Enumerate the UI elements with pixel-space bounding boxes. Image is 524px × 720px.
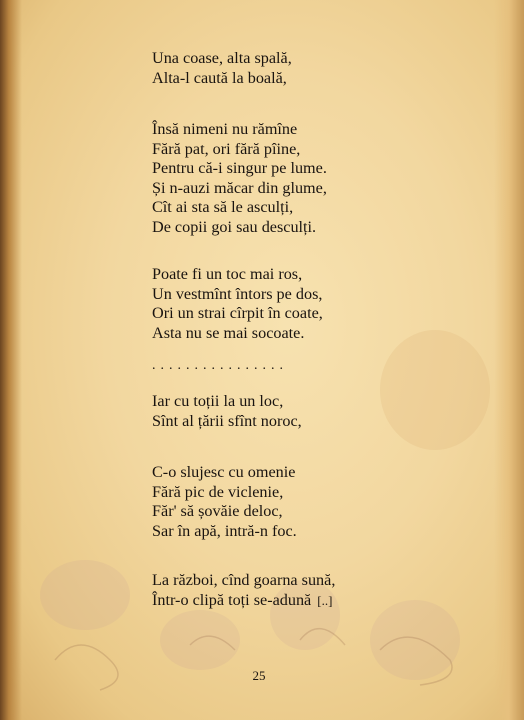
poem-line: Și n-auzi măcar din glume, bbox=[152, 178, 327, 197]
poem-line: Iar cu toții la un loc, bbox=[152, 392, 284, 410]
page-number bbox=[0, 668, 524, 684]
page-number-text: 25 bbox=[252, 668, 266, 683]
section-separator: ................ bbox=[152, 358, 288, 373]
poem-line: La război, cînd goarna sună, bbox=[152, 571, 336, 589]
poem-line-last bbox=[152, 591, 335, 611]
stanza-2 bbox=[152, 120, 327, 237]
omission-mark: [..] bbox=[317, 592, 333, 608]
poem-line-text: Într-o clipă toți se-adună bbox=[152, 590, 312, 609]
poem-line: Fără pat, ori fără pîine, bbox=[152, 139, 301, 158]
poem-line: Cît ai sta să le asculți, bbox=[152, 198, 294, 216]
stanza-6 bbox=[152, 571, 335, 610]
poem-line: Făr' să șovăie deloc, bbox=[152, 502, 283, 520]
poem-line: C-o slujesc cu omenie bbox=[152, 463, 296, 481]
stanza-5 bbox=[152, 463, 297, 541]
stanza-1 bbox=[152, 49, 292, 88]
poem-line: Sînt al țării sfînt noroc, bbox=[152, 411, 302, 430]
poem-line: Ori un strai cîrpit în coate, bbox=[152, 304, 323, 322]
poem-line: De copii goi sau desculți. bbox=[152, 217, 317, 236]
poem-line: Sar în apă, intră-n foc. bbox=[152, 521, 297, 540]
poem-line: Pentru că-i singur pe lume. bbox=[152, 159, 327, 177]
poem-line: Poate fi un toc mai ros, bbox=[152, 265, 303, 283]
poem-line: Asta nu se mai socoate. bbox=[152, 323, 305, 342]
stanza-3 bbox=[152, 265, 323, 343]
poem-line: Fără pic de viclenie, bbox=[152, 482, 284, 501]
poem-line: Alta-l caută la boală, bbox=[152, 68, 287, 87]
poem-line: Un vestmînt întors pe dos, bbox=[152, 284, 323, 303]
poem-line: Însă nimeni nu rămîne bbox=[152, 120, 298, 138]
stanza-4 bbox=[152, 392, 302, 431]
poem-line: Una coase, alta spală, bbox=[152, 49, 292, 67]
